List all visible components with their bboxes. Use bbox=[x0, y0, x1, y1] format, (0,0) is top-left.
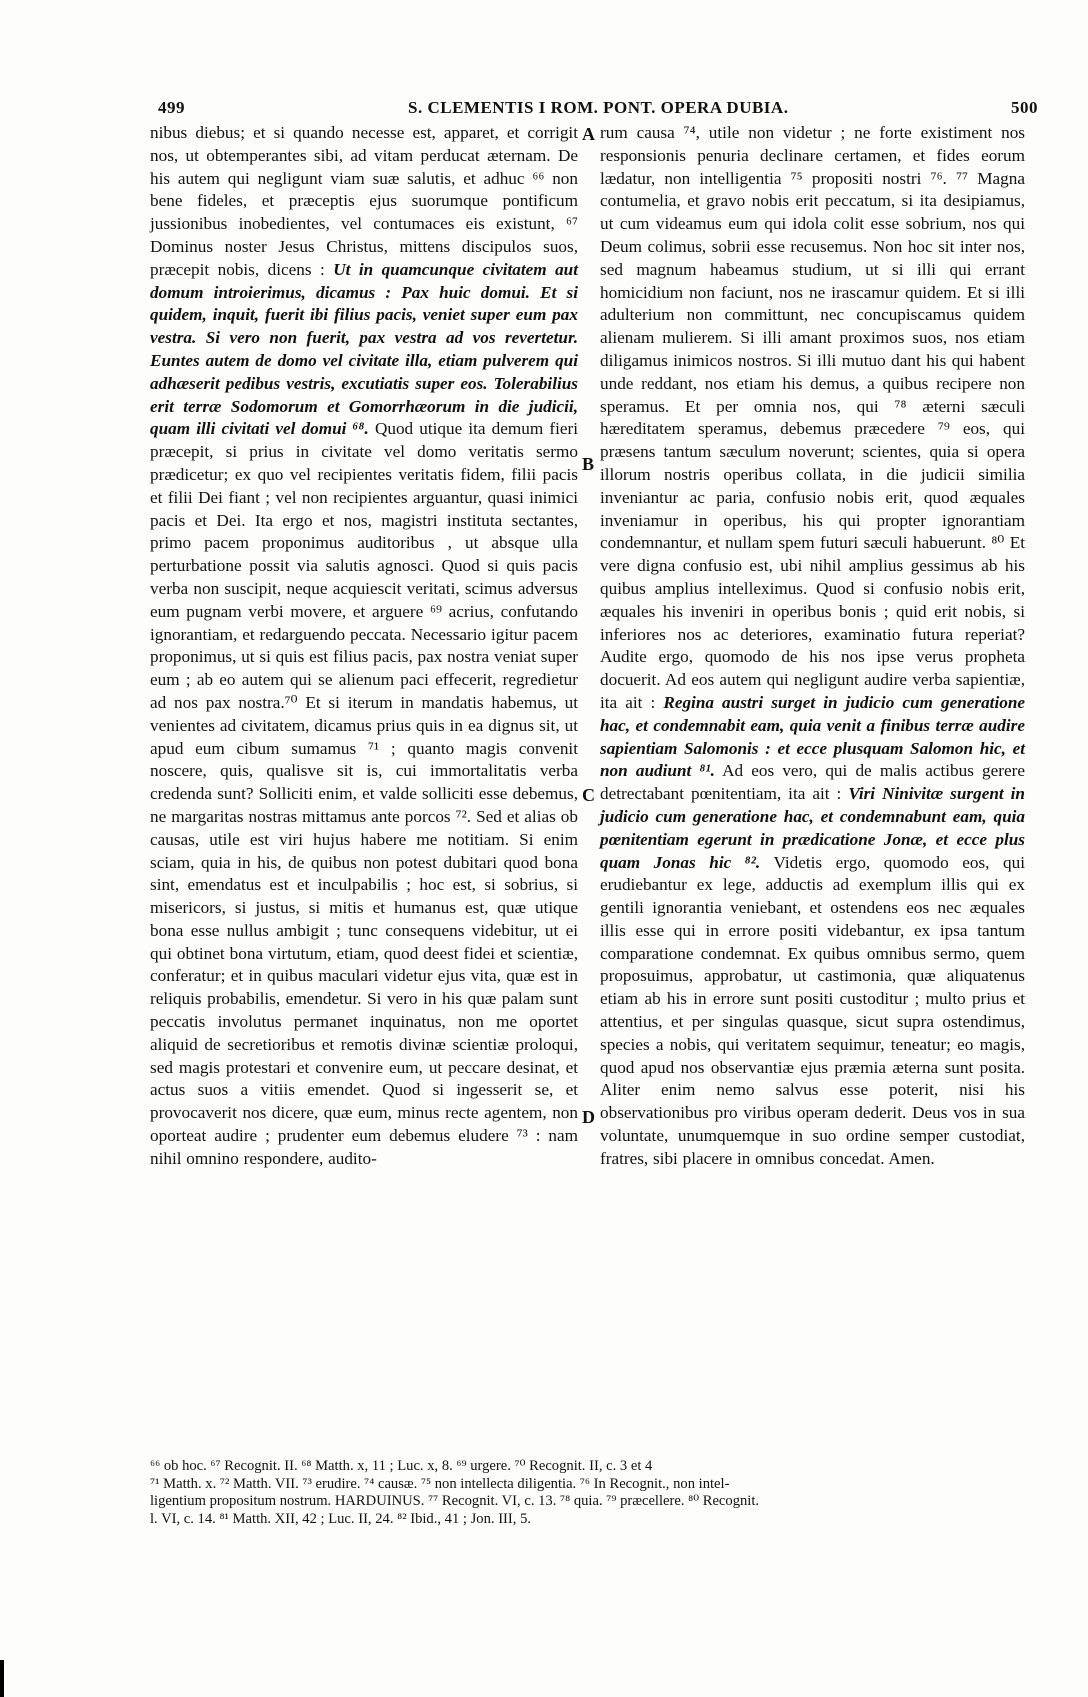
right-scripture-quote-2: Viri Ninivitæ surgent in judicio cum generatione hac, et condemnabunt eam, quia pœnitentiam egerunt in prædicatione Jonæ, et ecce plus quam Jonas hic ⁸². bbox=[600, 784, 1025, 872]
right-scripture-quote-1: Regina austri surget in judicio cum generatione hac, et condemnabit eam, quia venit a finibus terræ audire sapientiam Salomonis : et ecce plusquam Salomon hic, et non audiunt ⁸¹. bbox=[600, 692, 1026, 781]
page-number-left: 499 bbox=[158, 98, 185, 117]
footnote-line-3: ligentium propositum nostrum. HARDUINUS. ⁷⁷ Recognit. VI, c. 13. ⁷⁸ quia. ⁷⁹ præcellere. ⁸⁰ Recognit. bbox=[150, 1493, 760, 1509]
margin-letter-d: D bbox=[582, 1107, 595, 1127]
right-text-1: rum causa ⁷⁴, utile non videtur ; ne forte existiment nos responsionis penuria declinare certamen, et fides eorum lædatur, non intelligentia ⁷⁵ propositi nostri ⁷⁶. ⁷⁷ Magna contumelia, et gravo nobis erit peccatum, si ita desipiamus, ut cum videamus eum qui idola colit esse sobrium, nos qui Deum colimus, sobrii esse recusemus. Non hoc sit inter nos, sed magnum habeamus studium, ut si illi qui errant homicidium non faciunt, nos ne irascamur quidem. Et si illi adulterium non committunt, nec concupiscamus quidem alienam mulierem. Si illi amant proximos suos, nos etiam diligamus inimicos nostros. Si illi mutuo dant his qui habent unde reddant, nos etiam his demus, a quibus recipere non speramus. Et per omnia nos, qui ⁷⁸ æterni sæculi hæreditatem speramus, debemus præcedere ⁷⁹ eos, qui præsens tantum sæculum noverunt; scientes, quia si opera illorum nostris operibus collata, in die judicii similia inveniantur ac paria, confusio nobis erit, quod æquales inveniamur in operibus, his qui propter ignorantiam condemnantur, et nullam spem futuri sæculi habuerunt. ⁸⁰ Et vere digna confusio est, ubi nihil amplius gessimus ab his quibus amplius intelleximus. Quod si confusio nobis erit, æquales his inveniri in operibus bonis ; quid erit nobis, si inferiores nos ac deteriores, examinatio futura reperiat? Audite ergo, quomodo de his nos ipse verus propheta docuerit. Ad eos autem qui negligunt audire verba sapientiæ, ita ait : bbox=[600, 123, 1025, 712]
left-paragraph-1 bbox=[150, 122, 578, 1171]
footnotes bbox=[150, 1458, 1030, 1528]
right-column bbox=[600, 122, 1025, 1171]
right-paragraph-1 bbox=[600, 122, 1025, 1171]
footnote-line-1: ⁶⁶ ob hoc. ⁶⁷ Recognit. II. ⁶⁸ Matth. x, 11 ; Luc. x, 8. ⁶⁹ urgere. ⁷⁰ Recognit. II, c. 3 et 4 bbox=[150, 1458, 653, 1474]
running-title: S. CLEMENTIS I ROM. PONT. OPERA DUBIA. bbox=[408, 98, 789, 117]
footnote-line-2: ⁷¹ Matth. x. ⁷² Matth. VII. ⁷³ erudire. ⁷⁴ causæ. ⁷⁵ non intellecta diligentia. ⁷⁶ In Recognit., non intel- bbox=[150, 1475, 730, 1492]
page-number-right: 500 bbox=[1011, 98, 1038, 117]
left-text-2: Quod utique ita demum fieri præcepit, si prius in civitate vel domo veritatis sermo prædicetur; ex quo vel recipientes veritatis fidem, filii pacis et filii Dei fiant ; vel non recipientes arguantur, quasi inimici pacis et Dei. Ita ergo et nos, magistri instituta sectantes, primo pacem proponimus auditoribus , ut absque ulla perturbatione possit via salutis agnosci. Quod si quis pacis verba non suscipit, neque acquiescit veritati, scimus adversus eum pugnam verbi movere, et arguere ⁶⁹ acrius, confutando ignorantiam, et redarguendo peccata. Necessario igitur pacem proponimus, ut si quis est filius pacis, pax nostra veniat super eum ; ab eo autem qui se alienum paci effecerit, regredietur ad nos pax nostra.⁷⁰ Et si iterum in mandatis habemus, ut venientes ad civitatem, dicamus prius quis in ea dignus sit, ut apud eum cibum sumamus ⁷¹ ; quanto magis convenit noscere, quis, qualisve sit is, cui immortalitatis verba credenda sunt? Solliciti enim, et valde solliciti esse debemus, ne margaritas nostras mittamus ante porcos ⁷². Sed et alias ob causas, utile est viri hujus habere me notitiam. Si enim sciam, quia in his, de quibus non potest dubitari quod bona sint, emendatus est et inculpabilis ; hoc est, si sobrius, si misericors, si justus, si mitis et humanus est, quæ utique bona esse nullus ambigit ; tunc consequens videbitur, ut ei qui obtinet bona virtutum, etiam, quod deest fidei et scientiæ, conferatur; et in quibus maculari videtur ejus vita, quæ est in reliquis probabilis, emendetur. Si vero in his quæ palam sunt peccatis involutus permanet inquinatus, non me oportet aliquid de secretioribus et remotis divinæ scientiæ proloqui, sed magis protestari et convenire eum, ut peccare desinat, et actus suos a vitiis emendet. Quod si ingesserit se, et provocaverit nos dicere, quæ eum, minus recte agentem, non oporteat audire ; prudenter eum debemus eludere ⁷³ : nam nihil omnino respondere, audito- bbox=[150, 419, 578, 1168]
left-text-1: nibus diebus; et si quando necesse est, apparet, et corrigit nos, ut obtemperantes sibi, ad vitam perducat æternam. De his autem qui negligunt viam suæ salutis, et adhuc ⁶⁶ non bene fideles, et præceptis ejus suorumque pontificum jussionibus inobedientes, vel contumaces eis existunt, ⁶⁷ Dominus noster Jesus Christus, mittens discipulos suos, præcepit nobis, dicens : bbox=[150, 123, 578, 279]
right-text-3: Videtis ergo, quomodo eos, qui erudiebantur ex lege, adductis ad exemplum illis qui ex gentili ignorantia veniebant, et ostendens eos nec æquales illis esse qui in errore positi videbantur, ex ipsa tantum comparatione condemnat. Ex quibus omnibus sermo, quem proposuimus, approbatur, ut castimonia, quæ aliquatenus etiam ab his in errore sunt positi custoditur ; multo prius et attentius, et per singulas quasque, sicut supra ostendimus, species a nobis, qui veritatem sequimur, teneatur; eo magis, quod apud nos observantiæ ejus præmia æterna sunt posita. Aliter enim nemo salvus esse poterit, nisi his observationibus pro viribus operam dederit. Deus vos in sua voluntate, unumquemque in suo ordine semper custodiat, fratres, sibi placere in omnibus concedat. Amen. bbox=[600, 852, 1025, 1168]
margin-letter-a: A bbox=[582, 124, 595, 144]
running-header bbox=[148, 98, 1048, 122]
scan-edge-mark bbox=[0, 1660, 4, 1697]
margin-letter-c: C bbox=[582, 785, 595, 805]
margin-letter-b: B bbox=[582, 454, 595, 474]
left-scripture-quote: Ut in quamcunque civitatem aut domum introierimus, dicamus : Pax huic domui. Et si quidem, inquit, fuerit ibi filius pacis, veniet super eum pax vestra. Si vero non fuerit, pax vestra ad vos revertetur. Euntes autem de domo vel civitate illa, etiam pulverem qui adhæserit pedibus vestris, excutiatis super eos. Tolerabilius erit terræ Sodomorum et Gomorrhæorum in die judicii, quam illi civitati vel domui ⁶⁸. bbox=[150, 259, 578, 439]
left-column bbox=[150, 122, 578, 1171]
right-text-2: Ad eos vero, qui de malis actibus gerere detrectabant pœnitentiam, ita ait : bbox=[600, 761, 1025, 804]
footnote-line-4: l. VI, c. 14. ⁸¹ Matth. XII, 42 ; Luc. II, 24. ⁸² Ibid., 41 ; Jon. III, 5. bbox=[150, 1510, 532, 1527]
